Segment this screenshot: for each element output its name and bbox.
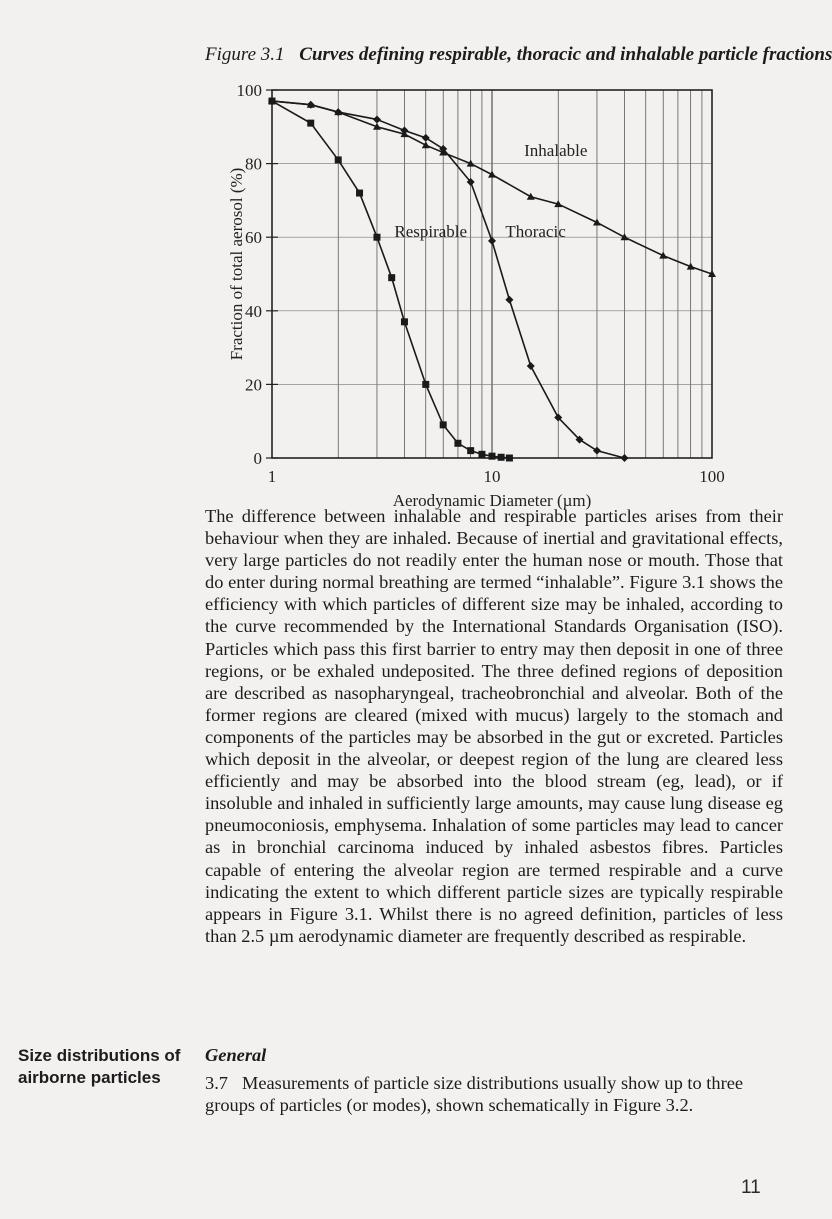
data-point-respirable bbox=[454, 440, 461, 447]
data-point-thoracic bbox=[593, 447, 601, 455]
y-tick-label: 40 bbox=[245, 301, 262, 321]
data-point-respirable bbox=[422, 381, 429, 388]
data-point-thoracic bbox=[620, 454, 628, 462]
x-tick-label: 1 bbox=[267, 467, 277, 486]
y-axis-label: Fraction of total aerosol (%) bbox=[227, 167, 246, 361]
sidebar-heading: Size distributions of airborne particles bbox=[18, 1046, 181, 1087]
body-paragraph: The difference between inhalable and respirable particles arises from their behaviour when they are inhaled. Because of inertial and gravitational effects, very large particles do not readily enter the human nose or mouth. Those that do enter during normal breathing are termed “inhalable”. Figure 3.1 shows the efficiency with which particles of different size may be inhaled, according to the curve recommended by the International Standards Organisation (ISO). Particles which pass this first barrier to entry may then deposit in one of three regions, or be exhaled undeposited. The three defined regions of deposition are described as nasopharyngeal, tracheobronchial and alveolar. Both of the former regions are cleared (mixed with mucus) largely to the stomach and components of the particles may be absorbed in the gut or excreted. Particles which deposit in the alveolar, or deepest region of the lung are cleared less efficiently and may be absorbed into the blood stream (eg, lead), or if insoluble and inhaled in sufficiently large amounts, may cause lung disease eg pneumoconiosis, emphysema. Inhalation of some particles may lead to cancer as in bronchial carcinoma induced by inhaled asbestos fibres. Particles capable of entering the alveolar region are termed respirable and a curve indicating the extent to which different particle sizes are typically respirable appears in Figure 3.1. Whilst there is no agreed definition, particles of less than 2.5 µm aerodynamic diameter are frequently described as respirable. bbox=[205, 506, 783, 946]
section-heading: General bbox=[205, 1045, 267, 1065]
y-tick-label: 100 bbox=[236, 81, 262, 100]
data-point-respirable bbox=[401, 318, 408, 325]
data-point-respirable bbox=[440, 421, 447, 428]
series-label-thoracic: Thoracic bbox=[505, 222, 566, 242]
data-point-thoracic bbox=[527, 362, 535, 370]
data-point-respirable bbox=[307, 120, 314, 127]
y-tick-label: 60 bbox=[245, 228, 262, 248]
data-point-thoracic bbox=[422, 134, 430, 142]
data-point-inhalable bbox=[422, 141, 430, 148]
x-axis-label: Aerodynamic Diameter (µm) bbox=[392, 491, 592, 510]
data-point-thoracic bbox=[505, 296, 513, 304]
data-point-respirable bbox=[356, 190, 363, 197]
data-point-respirable bbox=[478, 451, 485, 458]
data-point-inhalable bbox=[620, 233, 628, 240]
data-point-thoracic bbox=[373, 115, 381, 123]
data-point-respirable bbox=[489, 453, 496, 460]
data-point-respirable bbox=[373, 234, 380, 241]
data-point-respirable bbox=[467, 447, 474, 454]
particle-fraction-chart bbox=[220, 78, 740, 510]
y-tick-label: 20 bbox=[245, 375, 262, 395]
x-tick-label: 100 bbox=[699, 467, 725, 486]
data-point-respirable bbox=[506, 455, 513, 462]
y-tick-label: 80 bbox=[245, 154, 262, 174]
data-point-thoracic bbox=[488, 237, 496, 245]
figure-number: Figure 3.1 bbox=[205, 44, 285, 65]
x-tick-label: 10 bbox=[483, 467, 501, 486]
data-point-inhalable bbox=[488, 171, 496, 178]
data-point-inhalable bbox=[527, 193, 535, 200]
series-label-inhalable: Inhalable bbox=[524, 141, 588, 161]
data-point-respirable bbox=[498, 454, 505, 461]
series-label-respirable: Respirable bbox=[394, 222, 468, 242]
data-point-respirable bbox=[335, 156, 342, 163]
paragraph-text: Measurements of particle size distributions usually show up to three groups of particles (or modes), shown schematically in Figure 3.2. bbox=[205, 1073, 744, 1116]
figure-title: Curves defining respirable, thoracic and inhalable particle fractions bbox=[299, 44, 832, 65]
data-point-respirable bbox=[269, 98, 276, 105]
paragraph-number: 3.7 bbox=[205, 1073, 228, 1093]
section-paragraph bbox=[205, 1072, 783, 1116]
figure-caption bbox=[205, 44, 832, 66]
y-tick-label: 0 bbox=[253, 449, 262, 468]
page-number: 11 bbox=[741, 1177, 761, 1198]
data-point-respirable bbox=[388, 274, 395, 281]
